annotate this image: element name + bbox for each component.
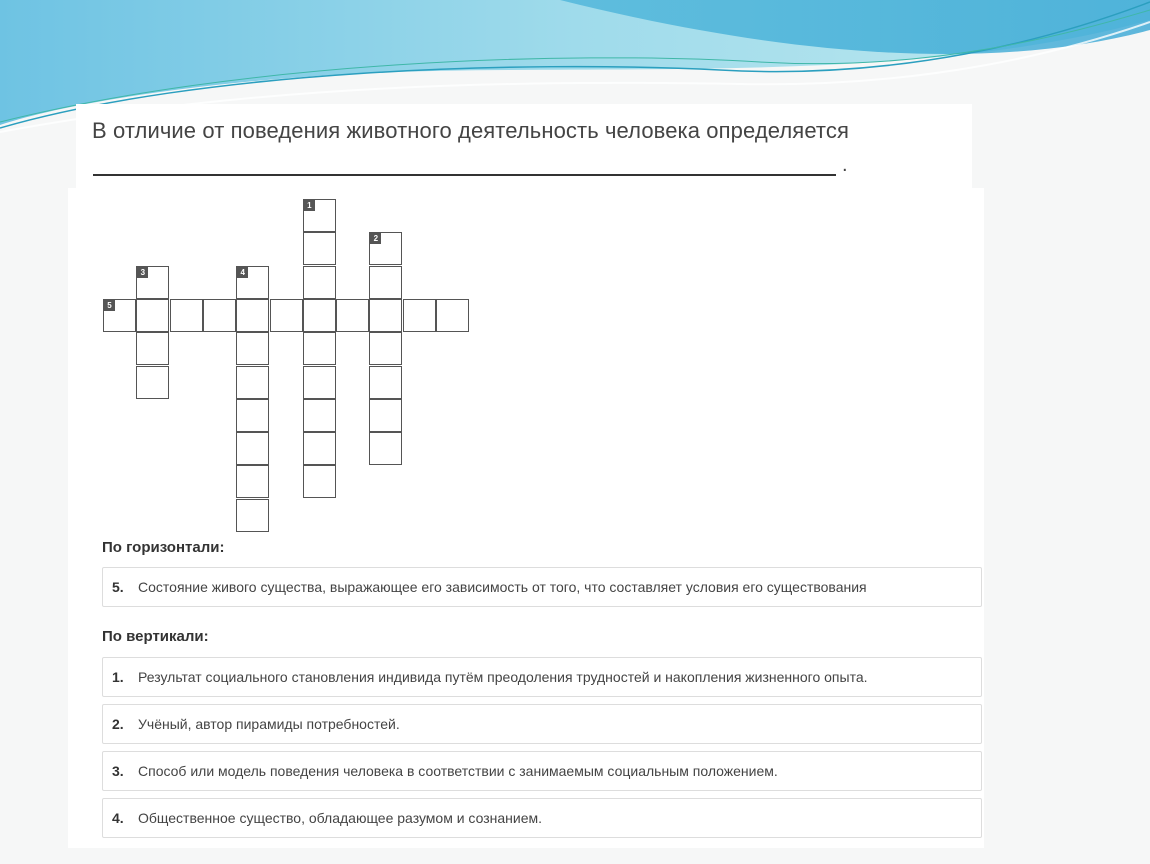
crossword-cell[interactable]: [369, 266, 402, 299]
crossword-cell[interactable]: [303, 299, 336, 332]
crossword-cell[interactable]: [303, 432, 336, 465]
crossword-number-label: 4: [237, 267, 248, 278]
vertical-title: По вертикали:: [102, 628, 209, 645]
clue-number: 5.: [112, 579, 124, 595]
crossword-cell[interactable]: [170, 299, 203, 332]
clue-text: Состояние живого существа, выражающее его зависимость от того, что составляет условия его существования: [138, 579, 867, 595]
crossword-cell[interactable]: [336, 299, 369, 332]
crossword-cell[interactable]: [303, 399, 336, 432]
crossword-cell[interactable]: [369, 399, 402, 432]
crossword-cell[interactable]: [369, 366, 402, 399]
crossword-cell[interactable]: [236, 399, 269, 432]
clue-number: 4.: [112, 810, 124, 826]
crossword-cell[interactable]: [136, 366, 169, 399]
clue-vertical-1: [102, 657, 982, 697]
crossword-cell[interactable]: [303, 366, 336, 399]
crossword-cell[interactable]: [236, 499, 269, 532]
crossword-cell[interactable]: [136, 332, 169, 365]
question-text: В отличие от поведения животного деятельность человека определяется: [92, 118, 849, 143]
horizontal-title: По горизонтали:: [102, 539, 225, 556]
crossword-cell[interactable]: [236, 366, 269, 399]
clue-text: Общественное существо, обладающее разумом и сознанием.: [138, 810, 543, 826]
clue-horizontal-5: [102, 567, 982, 607]
answer-blank-line[interactable]: [93, 174, 836, 176]
clue-text: Учёный, автор пирамиды потребностей.: [138, 716, 400, 732]
clue-vertical-2: [102, 704, 982, 744]
crossword-cell[interactable]: [403, 299, 436, 332]
crossword-number-label: 1: [304, 200, 315, 211]
crossword-cell[interactable]: [236, 332, 269, 365]
crossword-cell[interactable]: [236, 432, 269, 465]
clue-text: Способ или модель поведения человека в соответствии с занимаемым социальным положением.: [138, 763, 778, 779]
crossword-cell[interactable]: [303, 266, 336, 299]
crossword-number-label: 3: [137, 267, 148, 278]
crossword-cell[interactable]: [203, 299, 236, 332]
crossword-panel: [68, 188, 984, 848]
clue-vertical-4: [102, 798, 982, 838]
clue-number: 1.: [112, 669, 124, 685]
crossword-cell[interactable]: [436, 299, 469, 332]
crossword-number-label: 2: [370, 233, 381, 244]
crossword-cell[interactable]: [303, 332, 336, 365]
answer-end-mark: .: [842, 154, 848, 176]
crossword-cell[interactable]: [369, 299, 402, 332]
crossword-cell[interactable]: [270, 299, 303, 332]
crossword-cell[interactable]: [236, 465, 269, 498]
crossword-cell[interactable]: [369, 432, 402, 465]
crossword-cell[interactable]: [303, 232, 336, 265]
crossword-cell[interactable]: [136, 299, 169, 332]
crossword-cell[interactable]: [303, 465, 336, 498]
clue-text: Результат социального становления индивида путём преодоления трудностей и накопления жизненного опыта.: [138, 669, 868, 685]
clue-vertical-3: [102, 751, 982, 791]
crossword-number-label: 5: [104, 300, 115, 311]
crossword-cell[interactable]: [236, 299, 269, 332]
clue-number: 3.: [112, 763, 124, 779]
clue-number: 2.: [112, 716, 124, 732]
crossword-cell[interactable]: [369, 332, 402, 365]
